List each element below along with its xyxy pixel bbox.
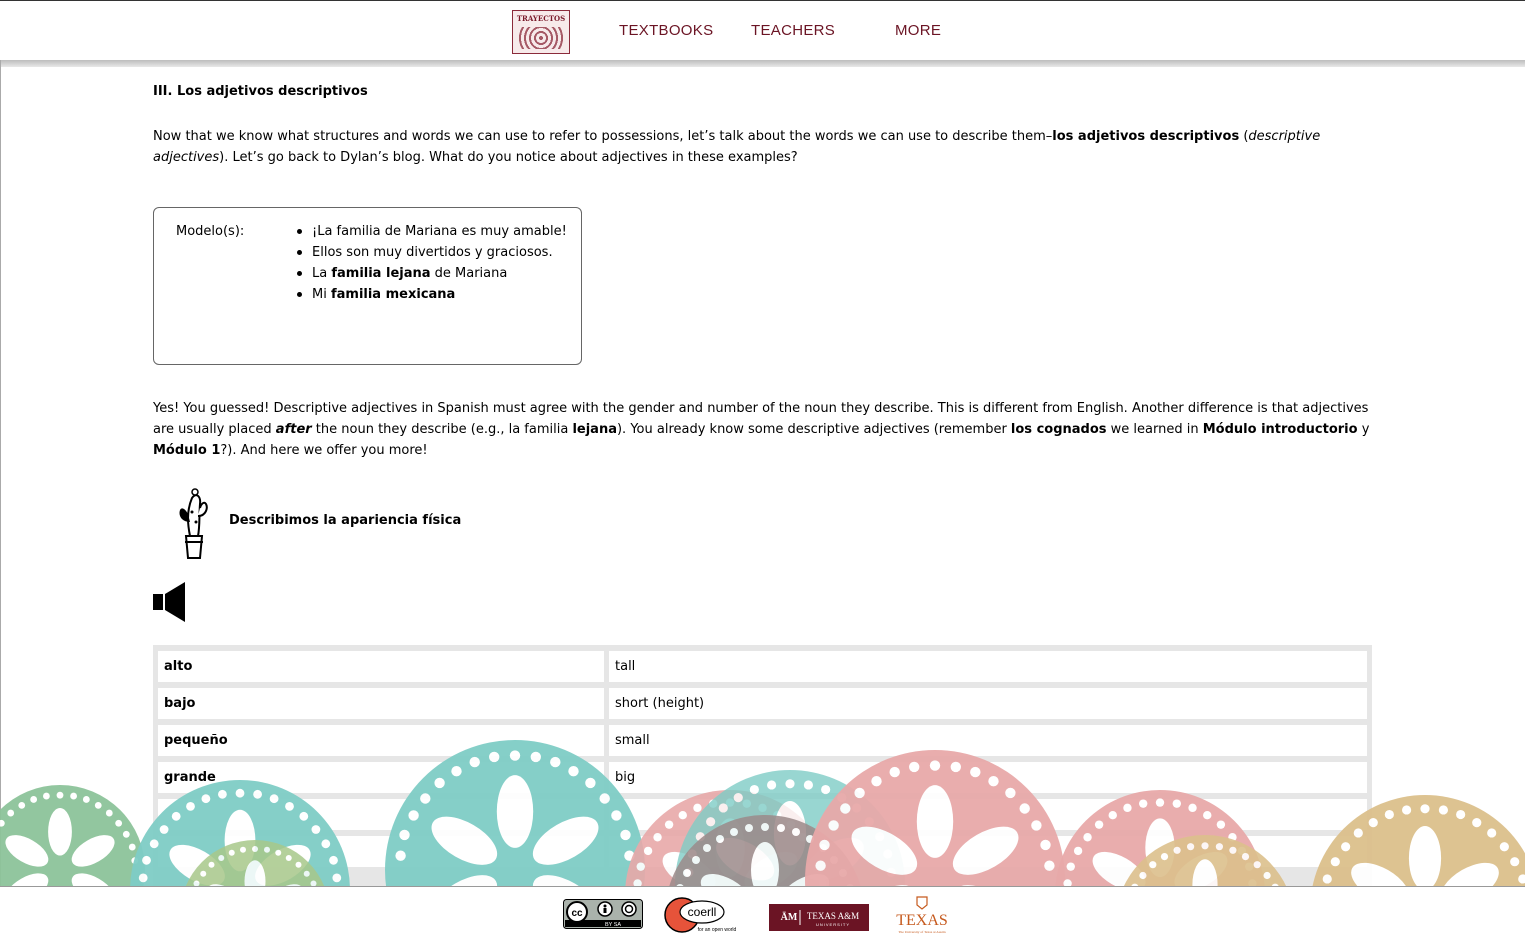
spanish-term: grande: [158, 762, 604, 793]
english-term: tall: [609, 651, 1367, 682]
explain-text: y: [1357, 422, 1370, 437]
top-nav-bar: [0, 0, 1525, 60]
explain-bold: Módulo 1: [153, 443, 221, 458]
footer: [0, 886, 1525, 939]
explain-bold-italic: after: [275, 422, 312, 437]
model-item-text: ¡La familia de Mariana es muy amable!: [312, 224, 567, 239]
texas-am-logo[interactable]: [769, 904, 869, 931]
model-box: [153, 207, 582, 365]
model-item: [312, 242, 567, 263]
explain-text: ). You already know some descriptive adjectives (remember: [616, 422, 1011, 437]
section-title: Describimos la apariencia física: [229, 513, 462, 528]
explain-text: the noun they describe (e.g., la familia: [311, 422, 573, 437]
coerll-label: coerll: [687, 905, 717, 919]
explain-bold: los cognados: [1010, 422, 1107, 437]
ut-austin-logo[interactable]: [886, 895, 958, 935]
texas-label: TEXAS: [896, 912, 948, 929]
spanish-term: bajo: [158, 688, 604, 719]
speaker-icon[interactable]: [153, 582, 187, 622]
intro-text: (: [1239, 129, 1249, 144]
model-label: Modelo(s):: [176, 224, 245, 239]
nav-textbooks[interactable]: TEXTBOOKS: [619, 22, 714, 39]
spanish-term: alto: [158, 651, 604, 682]
model-item-text: La: [312, 266, 332, 281]
explain-bold: lejana: [572, 422, 617, 437]
logo-papel-picado-icon: [519, 27, 563, 49]
tamu-label: TEXAS A&M: [806, 911, 860, 921]
nav-more[interactable]: MORE: [895, 22, 942, 39]
table-row: [158, 651, 1367, 682]
model-item-text: Mi: [312, 287, 331, 302]
model-item: [312, 284, 567, 305]
explain-text: ?). And here we offer you more!: [220, 443, 428, 458]
model-list: [312, 221, 567, 305]
nav-teachers[interactable]: TEACHERS: [751, 22, 836, 39]
logo-text: TRAYECTOS: [516, 14, 566, 23]
english-term: big: [609, 762, 1367, 793]
english-term: small: [609, 725, 1367, 756]
section-heading: III. Los adjetivos descriptivos: [153, 84, 368, 99]
svg-text:cc: cc: [571, 908, 583, 919]
model-item-text: de Mariana: [430, 266, 508, 281]
texas-sub: The University of Texas at Austin: [898, 930, 946, 934]
coerll-sub: for an open world: [697, 927, 737, 933]
model-item: [312, 221, 567, 242]
nav-shadow: [0, 60, 1525, 67]
tamu-sub: UNIVERSITY: [815, 922, 851, 927]
spanish-term: pequeño: [158, 725, 604, 756]
explain-text: we learned in: [1106, 422, 1203, 437]
english-term: short (height): [609, 688, 1367, 719]
explain-bold: Módulo introductorio: [1202, 422, 1358, 437]
model-item-text: Ellos son muy divertidos y graciosos.: [312, 245, 553, 260]
table-row: [158, 688, 1367, 719]
intro-text: ). Let’s go back to Dylan’s blog. What do you notice about adjectives in these examples?: [219, 150, 798, 165]
intro-text: Now that we know what structures and words we can use to refer to possessions, let’s talk about the words we can use to describe them–: [153, 129, 1053, 144]
intro-paragraph: [153, 126, 1373, 168]
trayectos-logo[interactable]: [512, 10, 570, 54]
intro-italic: descriptive adjectives: [153, 129, 1321, 165]
cc-by-sa-icon[interactable]: [563, 899, 643, 929]
model-item-bold: familia lejana: [331, 266, 431, 281]
explain-text: Yes! You guessed! Descriptive adjectives in Spanish must agree with the gender and number of the noun they describe. This is different from English. Another difference is that adjectives are usually placed: [153, 401, 1369, 437]
cactus-pot-icon: [174, 486, 214, 560]
coerll-logo[interactable]: [662, 895, 752, 935]
intro-bold: los adjetivos descriptivos: [1052, 129, 1240, 144]
decorative-wheels: [0, 720, 1525, 888]
explain-paragraph: [153, 398, 1373, 461]
svg-text:ĀM: ĀM: [780, 912, 798, 923]
model-item: [312, 263, 567, 284]
cc-label: BY SA: [604, 922, 622, 928]
model-item-bold: familia mexicana: [330, 287, 456, 302]
